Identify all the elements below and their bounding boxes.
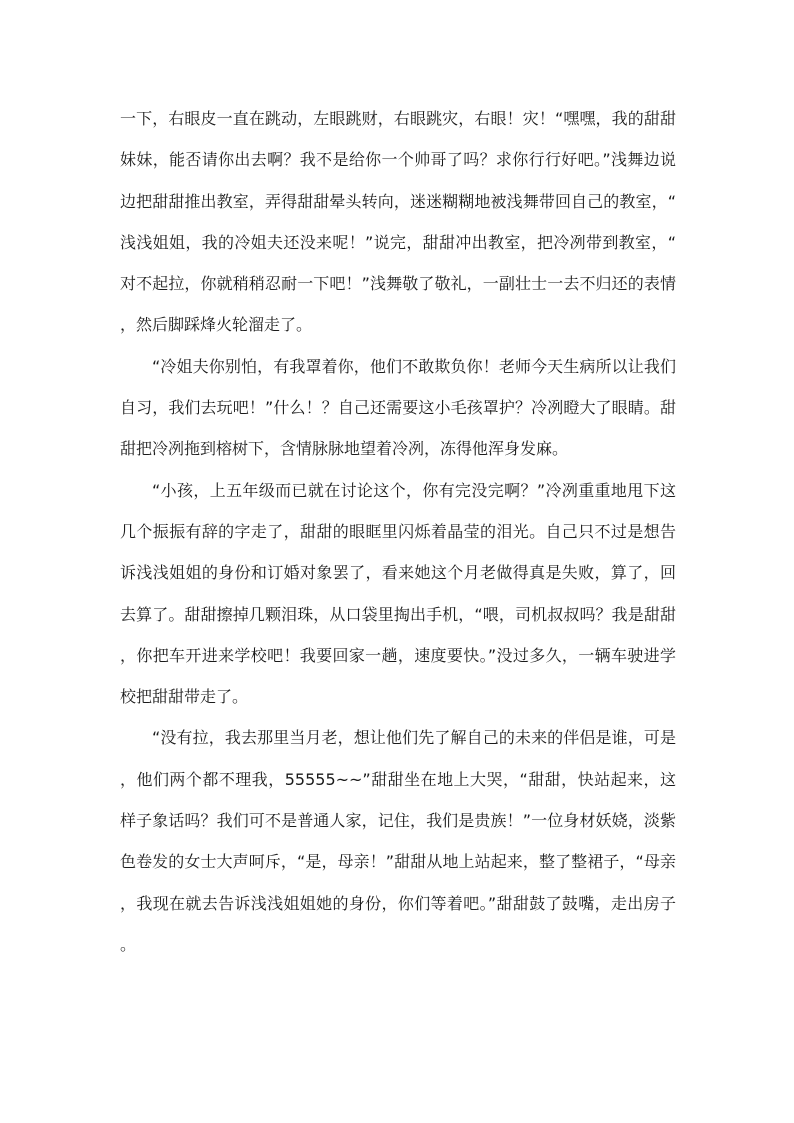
paragraph-4: “没有拉，我去那里当月老，想让他们先了解自己的未来的伴侣是谁，可是，他们两个都不理我，55555~~”甜甜坐在地上大哭，“甜甜，快站起来，这样子象话吗？我们可不是普通人家，记住，我们是贵族！”一位身材妖娆，淡紫色卷发的女士大声呵斥，“是，母亲！”甜甜从地上站起来，整了整裙子，“母亲，我现在就去告诉浅浅姐姐她的身份，你们等着吧。”甜甜鼓了鼓嘴，走出房子。 <box>120 728 676 954</box>
body-text <box>120 98 676 965</box>
paragraph-3: “小孩，上五年级而已就在讨论这个，你有完没完啊？”冷冽重重地甩下这几个振振有辞的字走了，甜甜的眼眶里闪烁着晶莹的泪光。自己只不过是想告诉浅浅姐姐的身份和订婚对象罢了，看来她这个月老做得真是失败，算了，回去算了。甜甜擦掉几颗泪珠，从口袋里掏出手机，“喂，司机叔叔吗？我是甜甜，你把车开进来学校吧！我要回家一趟，速度要快。”没过多久，一辆车驶进学校把甜甜带走了。 <box>120 480 676 707</box>
paragraph-2: “冷姐夫你别怕，有我罩着你，他们不敢欺负你！老师今天生病所以让我们自习，我们去玩吧！”什么！？自己还需要这小毛孩罩护？冷冽瞪大了眼睛。甜甜把冷冽拖到榕树下，含情脉脉地望着冷冽，冻得他浑身发麻。 <box>120 356 676 459</box>
paragraph-1: 一下，右眼皮一直在跳动，左眼跳财，右眼跳灾，右眼！灾！“嘿嘿，我的甜甜妹妹，能否请你出去啊？我不是给你一个帅哥了吗？求你行行好吧。”浅舞边说边把甜甜推出教室，弄得甜甜晕头转向，迷迷糊糊地被浅舞带回自己的教室，“浅浅姐姐，我的冷姐夫还没来呢！”说完，甜甜冲出教室，把冷冽带到教室，“对不起拉，你就稍稍忍耐一下吧！”浅舞敬了敬礼，一副壮士一去不归还的表情，然后脚踩烽火轮溜走了。 <box>120 109 676 335</box>
